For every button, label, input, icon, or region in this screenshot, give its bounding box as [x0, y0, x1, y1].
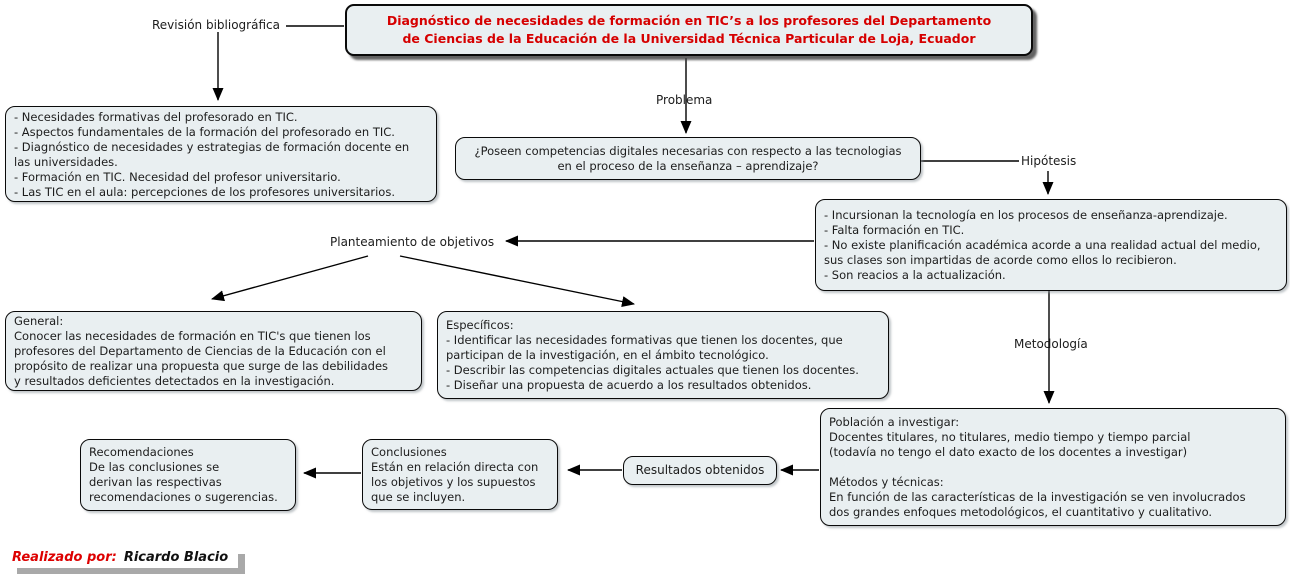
text-line: participan de la investigación, en el ámbito tecnológico. [446, 348, 769, 362]
text-line: - Diseñar una propuesta de acuerdo a los resultados obtenidos. [446, 378, 812, 392]
author-name: Ricardo Blacio [123, 550, 229, 565]
text-line: y resultados deficientes detectados en la investigación. [14, 374, 335, 388]
objetivo-general-box [5, 311, 422, 391]
label-problema: Problema [656, 93, 713, 107]
poblacion-metodos-box [820, 408, 1286, 526]
title-box [345, 4, 1033, 56]
problema-box [455, 137, 921, 180]
text-line: profesores del Departamento de Ciencias de la Educación con el [14, 344, 386, 358]
recomendaciones-box [80, 439, 296, 511]
text-line: Métodos y técnicas: [829, 475, 944, 489]
text-line: - No existe planificación académica acorde a una realidad actual del medio, [824, 238, 1261, 252]
text-line: los objetivos y los supuestos [371, 475, 536, 489]
text-line: Docentes titulares, no titulares, medio tiempo y tiempo parcial [829, 430, 1191, 444]
poblacion-group [829, 415, 1277, 460]
text-line: - Identificar las necesidades formativas que tienen los docentes, que [446, 333, 843, 347]
text-line: Conocer las necesidades de formación en TIC's que tienen los [14, 329, 371, 343]
text-line: recomendaciones o sugerencias. [89, 490, 278, 504]
text-line: - Necesidades formativas del profesorado en TIC. [14, 110, 298, 124]
text-line: - Falta formación en TIC. [824, 223, 965, 237]
text-line: De las conclusiones se [89, 460, 220, 474]
spacer [829, 460, 1277, 475]
title-line-2: de Ciencias de la Educación de la Universidad Técnica Particular de Loja, Ecuador [402, 31, 976, 46]
hipotesis-box [815, 199, 1287, 291]
arrow-objetivos-to-general [212, 256, 368, 299]
text-line: Específicos: [446, 318, 514, 332]
text-line: propósito de realizar una propuesta que surge de las debilidades [14, 359, 389, 373]
objetivos-especificos-box [437, 311, 889, 399]
conclusiones-box [362, 439, 558, 510]
text-line: dos grandes enfoques metodológicos, el cuantitativo y cualitativo. [829, 505, 1213, 519]
problema-line-1: ¿Poseen competencias digitales necesarias con respecto a las tecnologias [474, 143, 902, 158]
text-line: - Aspectos fundamentales de la formación del profesorado en TIC. [14, 125, 395, 139]
text-line: Están en relación directa con [371, 460, 539, 474]
author-credit [10, 548, 238, 568]
metodos-group [829, 475, 1277, 520]
text-line: - Incursionan la tecnología en los procesos de enseñanza-aprendizaje. [824, 208, 1228, 222]
literature-review-box [5, 106, 437, 202]
resultados-label: Resultados obtenidos [635, 463, 765, 477]
resultados-box [623, 456, 777, 485]
problema-line-2: en el proceso de la enseñanza – aprendizaje? [557, 158, 819, 173]
text-line: General: [14, 314, 64, 328]
title-line-1: Diagnóstico de necesidades de formación en TIC’s a los profesores del Departamento [386, 13, 992, 28]
arrow-objetivos-to-especificos [400, 256, 634, 304]
text-line: derivan las respectivas [89, 475, 222, 489]
text-line: (todavía no tengo el dato exacto de los docentes a investigar) [829, 445, 1188, 459]
text-line: - Describir las competencias digitales actuales que tienen los docentes. [446, 363, 859, 377]
label-hipotesis: Hipótesis [1021, 154, 1077, 168]
text-line: Recomendaciones [89, 445, 194, 459]
text-line: Población a investigar: [829, 415, 960, 429]
text-line: - Diagnóstico de necesidades y estrategias de formación docente en [14, 140, 410, 154]
text-line: Conclusiones [371, 445, 447, 459]
text-line: sus clases son impartidas de acorde como ellos lo recibieron. [824, 253, 1177, 267]
author-credit-prefix: Realizado por: [12, 550, 117, 565]
text-line: - Formación en TIC. Necesidad del profesor universitario. [14, 170, 341, 184]
text-line: las universidades. [14, 155, 118, 169]
text-line: que se incluyen. [371, 490, 466, 504]
label-planteamiento-objetivos: Planteamiento de objetivos [330, 235, 495, 249]
text-line: - Las TIC en el aula: percepciones de los profesores universitarios. [14, 185, 395, 199]
text-line: - Son reacios a la actualización. [824, 268, 1006, 282]
label-metodologia: Metodología [1014, 337, 1088, 351]
text-line: En función de las características de la investigación se ven involucrados [829, 490, 1246, 504]
label-revision-bibliografica: Revisión bibliográfica [152, 18, 280, 32]
